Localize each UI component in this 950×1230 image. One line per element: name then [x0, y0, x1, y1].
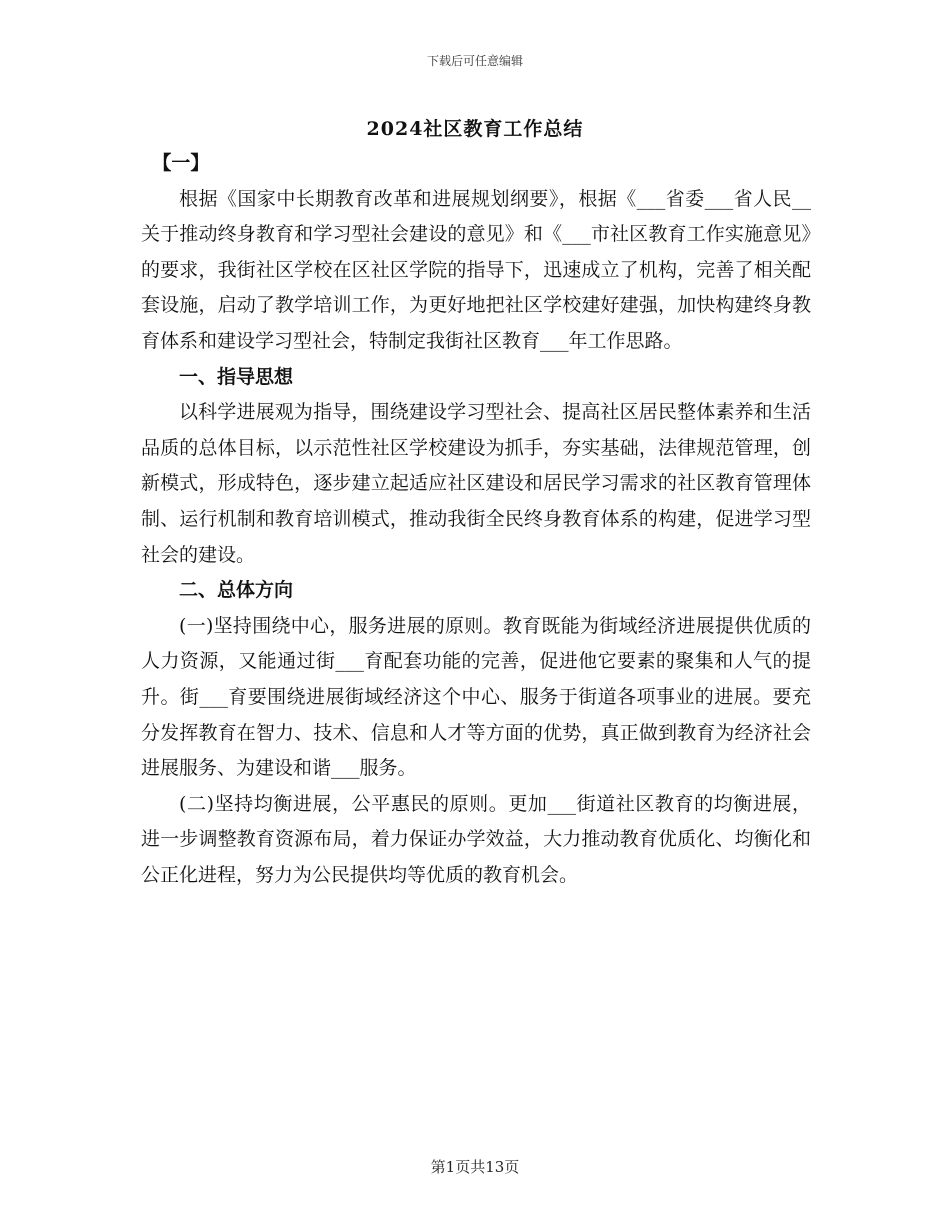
guiding-ideology-paragraph: 以科学进展观为指导，围绕建设学习型社会、提高社区居民整体素养和生活品质的总体目标，以示范性社区学校建设为抓手，夯实基础，法律规范管理，创新模式，形成特色，逐步建立起适应社区建设和居民学习需求的社区教育管理体制、运行机制和教育培训模式，推动我街全民终身教育体系的构建，促进学习型社会的建设。 — [141, 401, 811, 566]
page-indicator: 第1页共13页 — [430, 1158, 520, 1176]
part-label: 【一】 — [152, 152, 210, 174]
section-heading-guiding-ideology: 一、指导思想 — [179, 365, 294, 388]
document-title: 2024社区教育工作总结 — [366, 118, 584, 140]
principle-one-paragraph: (一)坚持围绕中心，服务进展的原则。教育既能为街域经济进展提供优质的人力资源，又能通过街___育配套功能的完善，促进他它要素的聚集和人气的提升。街___育要围绕进展街域经济这个中心、服务于街道各项事业的进展。要充分发挥教育在智力、技术、信息和人才等方面的优势，真正做到教育为经济社会进展服务、为建设和谐___服务。 — [141, 614, 811, 780]
page-header-note: 下载后可任意编辑 — [426, 54, 523, 68]
principle-two-paragraph: (二)坚持均衡进展，公平惠民的原则。更加___街道社区教育的均衡进展，进一步调整教育资源布局，着力保证办学效益，大力推动教育优质化、均衡化和公正化进程，努力为公民提供均等优质的教育机会。 — [141, 792, 811, 886]
document-body — [141, 146, 811, 893]
section-heading-overall-direction: 二、总体方向 — [179, 579, 294, 602]
intro-paragraph: 根据《国家中长期教育改革和进展规划纲要》，根据《___省委___省人民__关于推动终身教育和学习型社会建设的意见》和《___市社区教育工作实施意见》的要求，我街社区学校在区社区学院的指导下，迅速成立了机构，完善了相关配套设施，启动了教学培训工作，为更好地把社区学校建好建强，加快构建终身教育体系和建设学习型社会，特制定我街社区教育___年工作思路。 — [141, 187, 811, 352]
